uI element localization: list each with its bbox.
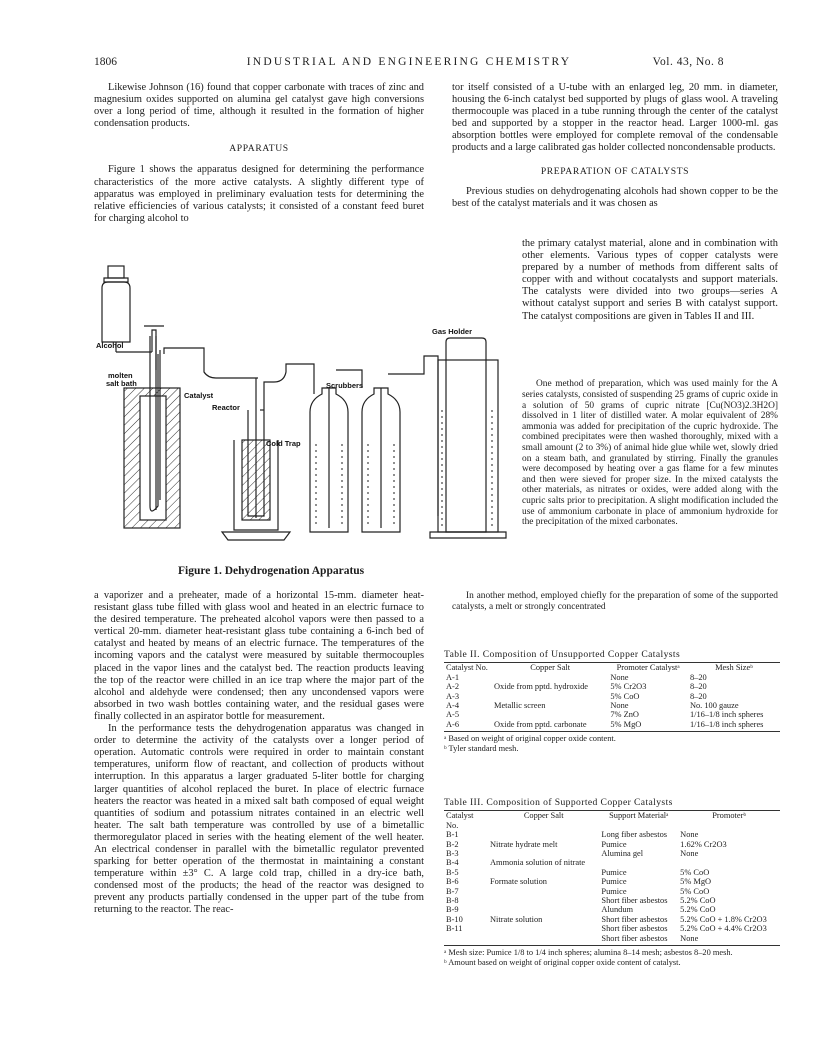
heading-apparatus: APPARATUS (229, 143, 289, 155)
cell: Long fiber asbestos (601, 830, 668, 840)
cell: Nitrate solution (490, 914, 543, 924)
cell: B-6 (446, 877, 459, 887)
label-cold-trap: Cold Trap (266, 439, 301, 448)
table-row (444, 915, 780, 924)
cell: 5% MgO (610, 719, 642, 729)
cell: B-8 (446, 896, 459, 906)
label-scrubbers: Scrubbers (326, 381, 364, 390)
reactor-outlet (164, 348, 258, 378)
feed-tube (152, 330, 156, 370)
col-header: Catalyst No. (446, 811, 474, 830)
cell: Pumice (601, 867, 627, 877)
cell: Alundum (601, 905, 634, 915)
table-row (444, 682, 780, 691)
cell: Formate solution (490, 877, 547, 887)
col-header: Mesh Sizeᵇ (715, 663, 753, 673)
table-row (444, 830, 780, 839)
cell: Short fiber asbestos (601, 896, 668, 906)
table-row (444, 896, 780, 905)
cell: B-7 (446, 886, 459, 896)
cell (492, 710, 608, 719)
cell (488, 924, 599, 933)
col-header: Promoter Catalystᵃ (616, 663, 680, 673)
table-3-grid (444, 811, 780, 943)
page-number: 1806 (94, 56, 117, 68)
table-row (444, 858, 780, 867)
cell: A-2 (446, 682, 460, 692)
table-row (444, 840, 780, 849)
col-header: Copper Salt (530, 663, 571, 673)
table-row (444, 701, 780, 710)
table-row (444, 710, 780, 719)
cell (492, 692, 608, 701)
cell: Nitrate hydrate melt (490, 839, 558, 849)
cell: 1/16–1/8 inch spheres (689, 719, 764, 729)
cell: Short fiber asbestos (601, 933, 668, 943)
label-molten: molten (108, 371, 133, 380)
paragraph-vaporizer: a vaporizer and a preheater, made of a horizontal 15-mm. diameter heat-resistant glass tube filled with glass wool and heated in an electric furnace to the desired temperature. The preheated alcohol vapors were then passed to a vertical 20-mm. diameter heat-resistant glass tube containing a 6-inch bed of catalyst and heated by means of an electric furnace. The temperatures of the incoming vapors and the catalyst were measured by suitable thermocouples placed in the vapor lines and the catalyst bed. The reaction products leaving the top of the reactor were chilled in an ice trap where the major part of the alcohol and aldehyde were condensed; then any uncondensed vapors were absorbed in two wash bottles containing water, and the residual gases were finally collected in an aspirator bottle for measurement. (94, 590, 424, 722)
left-column-top (94, 82, 424, 225)
table-row (444, 934, 780, 943)
table-2-grid (444, 663, 780, 729)
cell: None (610, 701, 629, 711)
apparatus-diagram (94, 260, 518, 560)
cell (488, 830, 599, 839)
cell: B-3 (446, 849, 459, 859)
cell: 8–20 (689, 691, 707, 701)
cell (488, 868, 599, 877)
table-row (444, 849, 780, 858)
table-3-note-a: ᵃ Mesh size: Pumice 1/8 to 1/4 inch spheres; alumina 8–14 mesh; asbestos 8–20 mesh. (444, 948, 733, 958)
figure-caption: Figure 1. Dehydrogenation Apparatus (178, 565, 365, 577)
cell: None (680, 830, 699, 840)
cell (492, 673, 608, 682)
label-catalyst: Catalyst (184, 391, 214, 400)
paragraph-prep-narrow: the primary catalyst material, alone and in combination with other elements. Various types of copper catalysts were prepared by a number of methods from different salts of copper with and without cocatalysts and support materials. The catalysts were divided into two groups—series A without catalyst support and series B with catalyst support. The catalyst compositions are given in Tables II and III. (522, 238, 778, 322)
paragraph-performance: In the performance tests the dehydrogenation apparatus was changed in order to determine the activity of the catalysts over a longer period of operation. Automatic controls were required in order to maintain constant temperatures, uniform flow of reactant, and collection of products without interruption. In this apparatus a larger graduated 5-liter bottle for charging larger quantities of alcohol replaced the buret. In place of electric furnace heaters the reactor was heated in a mixed salt bath composed of equal weight quantities of sodium and potassium nitrates contained in an electric well heater. The salt bath temperature was controlled by use of a bimetallic thermoregulator placed in series with the heating element of the well heater. An electrical condenser in parallel with the bimetallic regulator prevented sparking for better operation of the thermostat in maintaining a constant temperature within ±3° C. A large cold trap, chilled in a dry-ice bath, condensed most of the products; the head of the reactor was designed to prevent any products partially condensed in the upper part of the tube from returning to the reactor. The reac- (94, 723, 424, 916)
paragraph-another-method (452, 582, 778, 622)
scrubber-2 (362, 356, 438, 532)
cell: A-6 (446, 719, 460, 729)
cell (488, 887, 599, 896)
label-alcohol: Alcohol (96, 341, 124, 350)
cell: Metallic screen (494, 701, 546, 711)
figure-apparatus (94, 260, 518, 560)
cell: B-5 (446, 867, 459, 877)
cell (488, 896, 599, 905)
table-row (444, 924, 780, 933)
paragraph-intro: Likewise Johnson (16) found that copper carbonate with traces of zinc and magnesium oxides supported on alumina gel catalyst gave high conversions over a long period of time, although it resulted in the formation of higher condensation products. (94, 82, 424, 130)
cell: 5% Cr2O3 (610, 682, 647, 692)
journal-title: INDUSTRIAL AND ENGINEERING CHEMISTRY (246, 56, 572, 68)
cell: B-11 (446, 924, 463, 934)
cell: None (610, 672, 629, 682)
scrubber-1 (310, 370, 362, 532)
table-2-note-a: ᵃ Based on weight of original copper oxide content. (444, 734, 616, 744)
table-row (444, 905, 780, 914)
cell: Short fiber asbestos (601, 924, 668, 934)
left-column-bottom (94, 590, 424, 917)
cell: B-10 (446, 914, 463, 924)
label-gas-holder: Gas Holder (432, 327, 473, 336)
cell: Pumice (601, 839, 627, 849)
cell: A-3 (446, 691, 460, 701)
col-header: Promoterᵇ (712, 811, 746, 821)
cell: 8–20 (689, 672, 707, 682)
cell: A-4 (446, 701, 460, 711)
label-reactor: Reactor (212, 403, 240, 412)
cell: Pumice (601, 886, 627, 896)
cell: A-5 (446, 710, 460, 720)
cell: B-2 (446, 839, 459, 849)
table-3-note-b: ᵇ Amount based on weight of original copper oxide content of catalyst. (444, 957, 681, 967)
table-2-note-b: ᵇ Tyler standard mesh. (444, 743, 519, 753)
cell (599, 858, 678, 867)
paragraph-method-text: One method of preparation, which was used mainly for the A series catalysts, consisted of suspending 25 grams of cupric oxide in a solution of 50 grams of cupric nitrate [Cu(NO3)2.3H2O] dissolved in 1 liter of distilled water. A molar equivalent of 28% ammonia was added for precipitation of the cupric hydroxide. The combined precipitates were then washed thoroughly, mixed with a small amount (2 to 3%) of animal hide glue while wet, slowly dried on a steam bath, and granulated by stirring. Finally the granules were decomposed by heating over a gas flame for a few minutes and then were sieved for proper size. In the mixed catalysts the other materials, as nitrates or oxides, were added along with the cupric salts prior to precipitation. A slight modification included the use of ammonium carbonate in place of ammonium hydroxide for the precipitation of the mixed carbonates. (522, 379, 778, 528)
cell: Pumice (601, 877, 627, 887)
cell (488, 934, 599, 943)
cell: Oxide from pptd. carbonate (494, 719, 587, 729)
cell: 5% CoO (680, 867, 710, 877)
cell: Short fiber asbestos (601, 914, 668, 924)
cell (488, 849, 599, 858)
running-header (94, 56, 724, 74)
cell: None (680, 933, 699, 943)
label-salt-bath: salt bath (106, 379, 137, 388)
cell: 5% CoO (680, 886, 710, 896)
table-3 (444, 798, 780, 967)
cell: 5% MgO (680, 877, 712, 887)
paragraph-prep-method (522, 370, 778, 537)
cell: No. 100 gauze (689, 701, 739, 711)
cell (678, 858, 780, 867)
cell: Alumina gel (601, 849, 644, 859)
cell: 5.2% CoO + 1.8% Cr2O3 (680, 914, 767, 924)
cell: None (680, 849, 699, 859)
cell: 1/16–1/8 inch spheres (689, 710, 764, 720)
alcohol-bottle (102, 266, 152, 352)
cell: B-1 (446, 830, 459, 840)
paragraph-prep-lead: Previous studies on dehydrogenating alcohols had shown copper to be the best of the catalyst materials and it was chosen as (452, 185, 778, 209)
cell: 5.2% CoO (680, 905, 716, 915)
table-row (444, 877, 780, 886)
volume-issue: Vol. 43, No. 8 (652, 56, 724, 68)
heading-preparation: PREPARATION OF CATALYSTS (540, 165, 690, 177)
cell: B-4 (446, 858, 459, 868)
gas-holder (430, 338, 506, 538)
cell: 5.2% CoO (680, 896, 716, 906)
cell (488, 905, 599, 914)
table-row (444, 673, 780, 682)
table-row (444, 887, 780, 896)
cell: 1.62% Cr2O3 (680, 839, 727, 849)
paragraph-another-text: In another method, employed chiefly for the preparation of some of the supported catalysts, a melt or strongly concentrated (452, 591, 778, 612)
table-row (444, 692, 780, 701)
cell: Ammonia solution of nitrate (490, 858, 586, 868)
cell: Oxide from pptd. hydroxide (494, 682, 588, 692)
table-2 (444, 650, 780, 753)
col-header: Copper Salt (523, 811, 564, 821)
col-header: Catalyst No. (446, 663, 488, 673)
salt-bath (124, 336, 180, 528)
cell: 8–20 (689, 682, 707, 692)
col-header: Support Materialᵃ (609, 811, 669, 821)
paragraph-reactor: tor itself consisted of a U-tube with an enlarged leg, 20 mm. in diameter, housing the 6-inch catalyst bed supported by plugs of glass wool. A traveling thermocouple was placed in a tube running through the center of the catalyst bed and supported by a stopper in the reactor head. Larger 1000-ml. gas absorption bottles were employed for complete removal of the condensable products and a large calibrated gas holder collected noncondensable products. (452, 82, 778, 154)
cell: 5.2% CoO + 4.4% Cr2O3 (680, 924, 767, 934)
cell (444, 934, 488, 943)
right-column-top (452, 82, 778, 210)
table-3-title: Table III. Composition of Supported Copper Catalysts (444, 797, 673, 808)
cell: 5% CoO (610, 691, 640, 701)
cell: A-1 (446, 672, 460, 682)
table-row (444, 868, 780, 877)
cell: B-9 (446, 905, 459, 915)
table-row (444, 720, 780, 729)
table-2-title: Table II. Composition of Unsupported Copper Catalysts (444, 649, 681, 660)
cell: 7% ZnO (610, 710, 639, 720)
paragraph-apparatus: Figure 1 shows the apparatus designed for determining the performance characteristics of the more active catalysts. A slightly different type of apparatus was employed in preliminary evaluation tests for determining the relative efficiencies of various catalysts; it consisted of a constant feed buret for charging alcohol to (94, 164, 424, 224)
